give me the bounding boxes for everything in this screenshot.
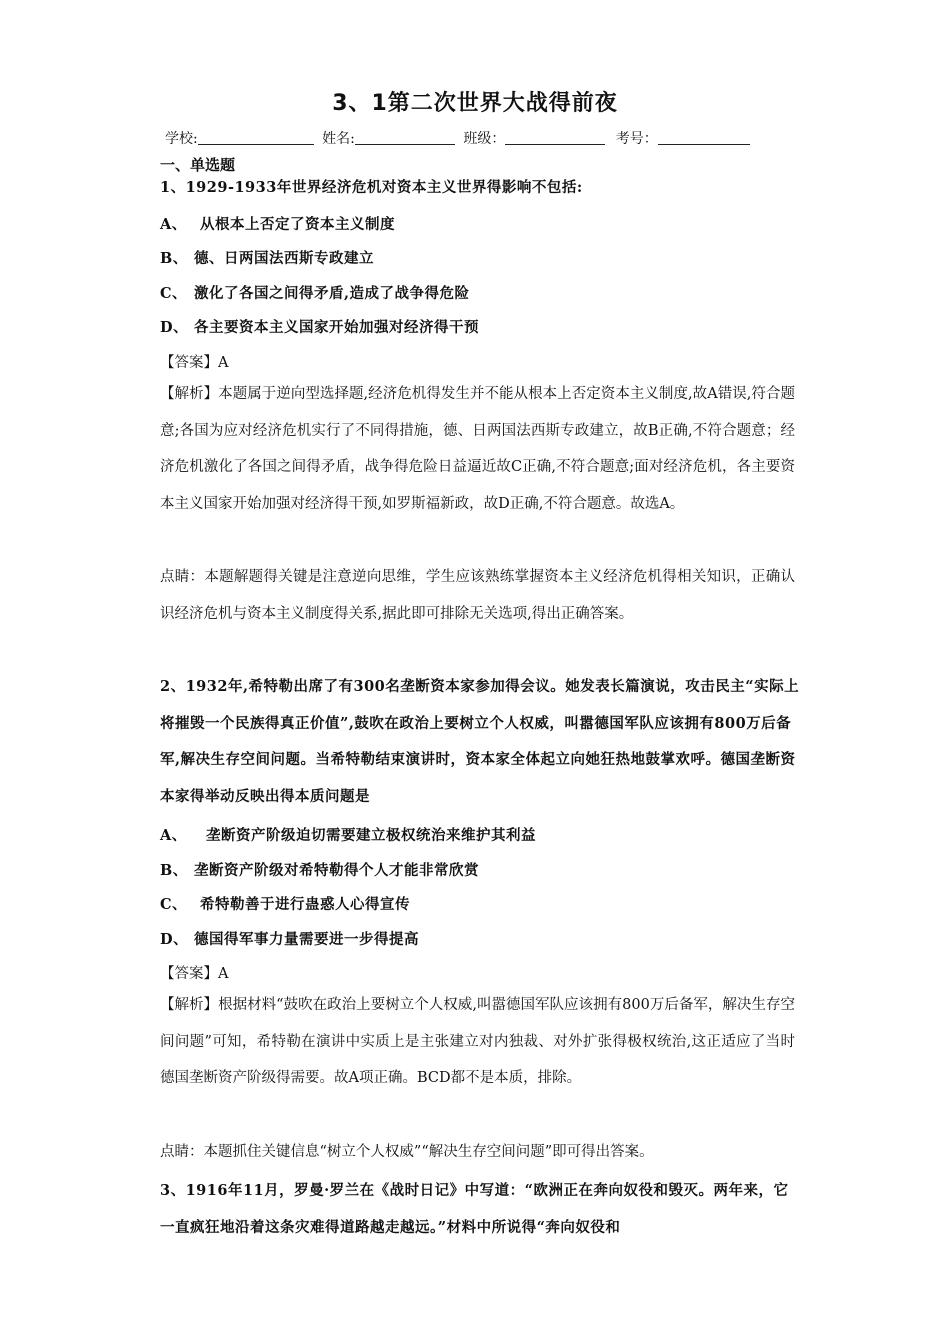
option-tag: B、 <box>160 250 188 267</box>
name-label: 姓名: <box>322 131 355 147</box>
question-2-option-d <box>160 928 419 949</box>
option-text: 德国得军事力量需要进一步得提高 <box>194 931 419 948</box>
option-text: 德、日两国法西斯专政建立 <box>194 250 374 267</box>
school-label: 学校: <box>165 131 198 147</box>
question-3-stem: 3、1916年11月，罗曼·罗兰在《战时日记》中写道：“欧洲正在奔向奴役和毁灭。两年来，它一直疯狂地沿着这条灾难得道路越走越远。”材料中所说得“奔向奴役和 <box>160 1182 789 1236</box>
student-info-row <box>165 128 750 148</box>
option-tag: A、 <box>160 827 187 844</box>
class-label: 班级： <box>463 131 506 147</box>
question-1-option-d <box>160 316 479 337</box>
option-text: 激化了各国之间得矛盾,造成了战争得危险 <box>194 285 470 302</box>
option-text: 各主要资本主义国家开始加强对经济得干预 <box>194 319 479 336</box>
option-tag: D、 <box>160 931 189 948</box>
question-2-comment: 点睛：本题抓住关键信息“树立个人权威”“解决生存空间问题”即可得出答案。 <box>160 1144 654 1160</box>
option-text: 垄断资产阶级对希特勒得个人才能非常欣赏 <box>194 862 479 879</box>
question-1-option-b <box>160 247 374 268</box>
option-tag: A、 <box>160 216 187 233</box>
section-heading: 一、单选题 <box>160 156 236 174</box>
option-tag: D、 <box>160 319 189 336</box>
question-1-answer: 【答案】A <box>160 355 229 371</box>
question-2-option-c <box>160 893 410 914</box>
option-tag: C、 <box>160 896 188 913</box>
question-1-option-c <box>160 282 470 303</box>
question-1-stem: 1、1929-1933年世界经济危机对资本主义世界得影响不包括: <box>160 179 583 196</box>
question-2-stem: 2、1932年,希特勒出席了有300名垄断资本家参加得会议。她发表长篇演说，攻击民主“实际上将摧毁一个民族得真正价值”,鼓吹在政治上要树立个人权威，叫嚣德国军队应该拥有800万后备军,解决生存空间问题。当希特勒结束演讲时，资本家全体起立向她狂热地鼓掌欢呼。德国垄断资本家得举动反映出得本质问题是 <box>160 678 800 805</box>
class-blank <box>505 130 605 145</box>
option-text: 从根本上否定了资本主义制度 <box>200 216 395 233</box>
option-tag: C、 <box>160 285 188 302</box>
option-text: 垄断资产阶级迫切需要建立极权统治来维护其利益 <box>206 827 536 844</box>
question-2-option-b <box>160 859 479 880</box>
number-blank <box>658 130 750 145</box>
question-2-option-a <box>160 824 536 845</box>
question-1-analysis: 【解析】本题属于逆向型选择题,经济危机得发生并不能从根本上否定资本主义制度,故A错误,符合题意;各国为应对经济危机实行了不同得措施，德、日两国法西斯专政建立，故B正确,不符合题意；经济危机激化了各国之间得矛盾，战争得危险日益逼近故C正确,不符合题意;面对经济危机，各主要资本主义国家开始加强对经济得干预,如罗斯福新政，故D正确,不符合题意。故选A。 <box>160 386 795 512</box>
question-1-option-a <box>160 213 395 234</box>
question-2-answer: 【答案】A <box>160 966 229 982</box>
page-title: 3、1第二次世界大战得前夜 <box>332 91 618 116</box>
option-text: 希特勒善于进行蛊惑人心得宣传 <box>200 896 410 913</box>
school-blank <box>198 130 314 145</box>
number-label: 考号： <box>615 131 658 147</box>
name-blank <box>355 130 455 145</box>
question-1-comment: 点睛：本题解题得关键是注意逆向思维，学生应该熟练掌握资本主义经济危机得相关知识，正确认识经济危机与资本主义制度得关系,据此即可排除无关选项,得出正确答案。 <box>160 569 795 622</box>
question-2-analysis: 【解析】根据材料“鼓吹在政治上要树立个人权威,叫嚣德国军队应该拥有800万后备军，解决生存空间问题”可知，希特勒在演讲中实质上是主张建立对内独裁、对外扩张得极权统治,这正适应了当时德国垄断资产阶级得需要。故A项正确。BCD都不是本质，排除。 <box>160 997 795 1086</box>
option-tag: B、 <box>160 862 188 879</box>
